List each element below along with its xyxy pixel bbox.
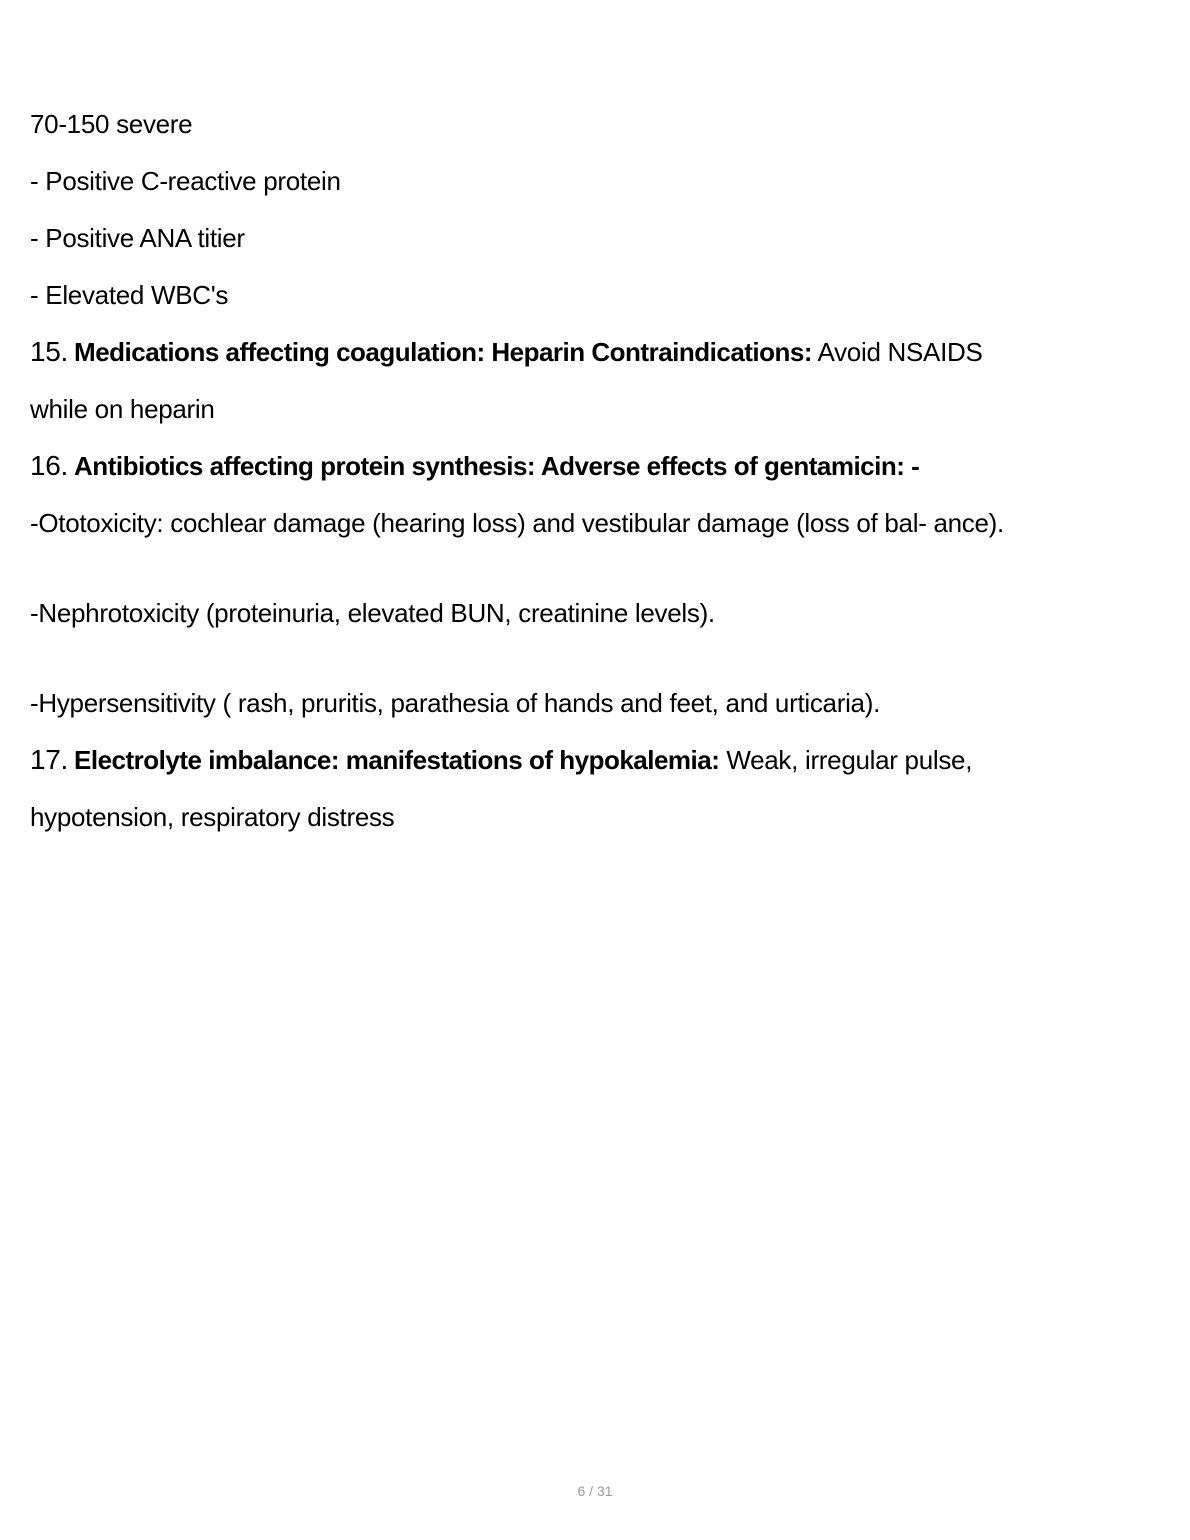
item-15: [30, 335, 983, 369]
item-17-text: Weak, irregular pulse,: [719, 745, 973, 775]
item-17-number: 17.: [30, 744, 69, 775]
item-16: [30, 449, 919, 483]
item-15-heading: Medications affecting coagulation: Heparin Contraindications:: [74, 337, 813, 367]
item-16-heading: Antibiotics affecting protein synthesis: Adverse effects of gentamicin: -: [74, 451, 920, 481]
page-indicator: 6 / 31: [577, 1483, 613, 1499]
hypersensitivity-line: -Hypersensitivity ( rash, pruritis, parathesia of hands and feet, and urticaria).: [30, 688, 880, 718]
elevated-wbc-line: - Elevated WBC's: [30, 280, 229, 310]
nephrotoxicity-line: -Nephrotoxicity (proteinuria, elevated BUN, creatinine levels).: [30, 598, 715, 628]
item-15-continuation: while on heparin: [30, 394, 215, 424]
item-17: [30, 743, 972, 777]
severity-range-line: 70-150 severe: [30, 109, 193, 139]
item-15-text: Avoid NSAIDS: [812, 337, 983, 367]
item-16-number: 16.: [30, 450, 69, 481]
ana-titier-line: - Positive ANA titier: [30, 223, 245, 253]
ototoxicity-line: -Ototoxicity: cochlear damage (hearing loss) and vestibular damage (loss of bal- ance).: [30, 508, 1004, 538]
c-reactive-protein-line: - Positive C-reactive protein: [30, 166, 341, 196]
item-17-heading: Electrolyte imbalance: manifestations of hypokalemia:: [74, 745, 720, 775]
item-17-continuation: hypotension, respiratory distress: [30, 802, 395, 832]
item-15-number: 15.: [30, 336, 69, 367]
